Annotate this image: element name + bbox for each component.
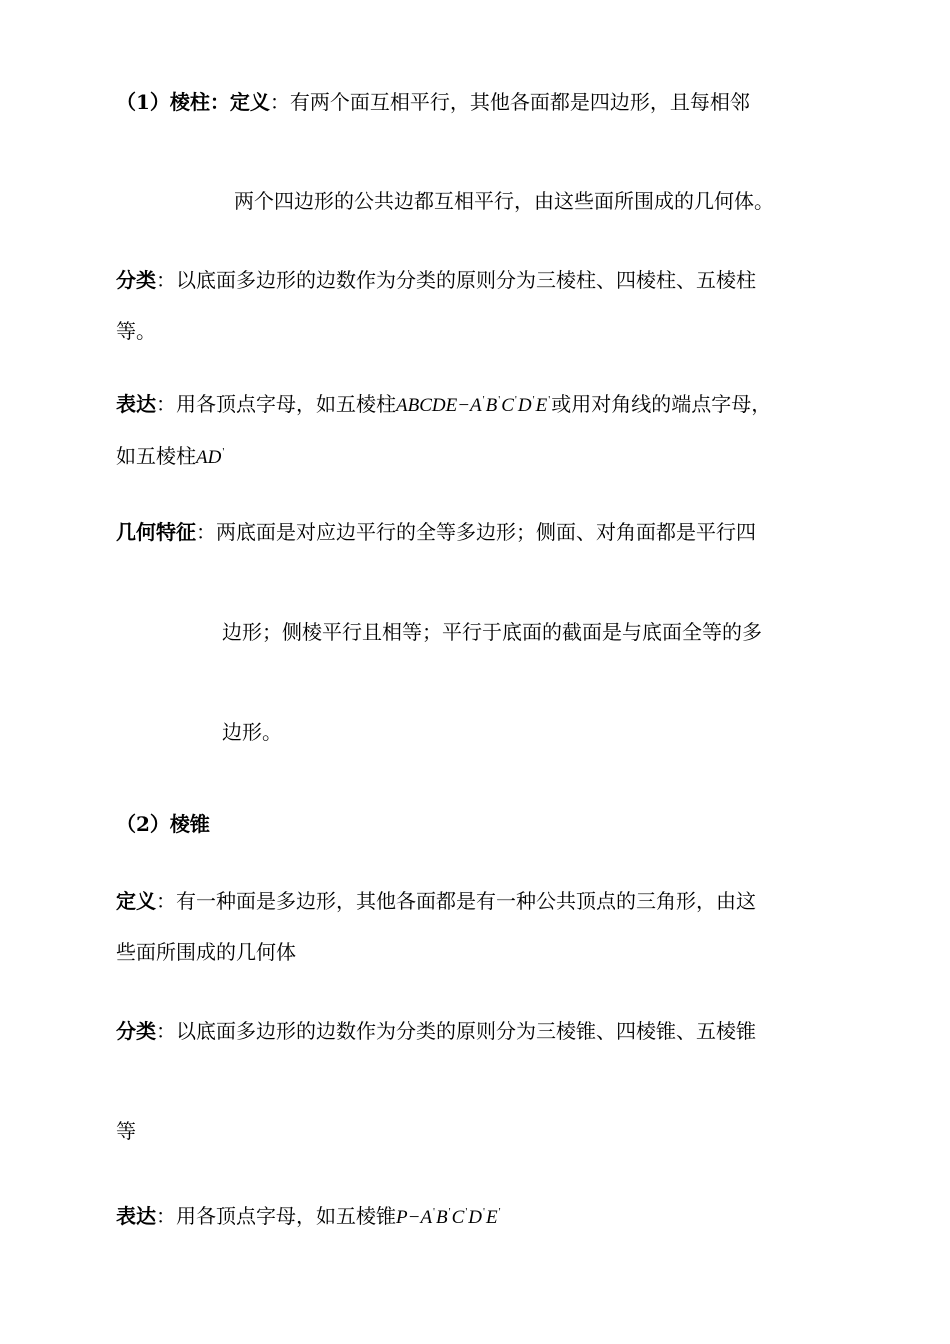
prism-expression-line-2 — [116, 438, 225, 472]
prism-formula — [396, 395, 551, 416]
pyramid-formula-vertex-b: B — [436, 1207, 448, 1228]
pyramid-classification-text-2: 等 — [116, 1119, 136, 1143]
pyramid-definition-line-2 — [116, 938, 296, 966]
prime-mark: ' — [433, 1206, 436, 1218]
prism-expression-line-1 — [116, 386, 771, 420]
prism-features-line-1 — [116, 518, 756, 546]
pyramid-definition-colon: ： — [156, 889, 176, 913]
prime-mark: ' — [483, 1206, 486, 1218]
prism-definition-line-1 — [116, 88, 750, 116]
pyramid-classification-line-2 — [116, 1117, 136, 1145]
pyramid-expression-colon: ： — [156, 1204, 176, 1228]
prime-mark: ' — [498, 1206, 501, 1218]
prism-classification-text-1: 以底面多边形的边数作为分类的原则分为三棱柱、四棱柱、五棱柱 — [176, 268, 756, 292]
pyramid-definition-label: 定义 — [116, 889, 156, 913]
prism-features-line-3 — [222, 718, 282, 746]
prism-expression-text-2: 或用对角线的端点字母， — [551, 392, 772, 416]
prism-features-text-3: 边形。 — [222, 720, 282, 744]
prism-expression-colon: ： — [156, 392, 176, 416]
prism-expression-line2-text: 如五棱柱 — [116, 444, 196, 468]
prism-definition-colon: ： — [269, 90, 290, 114]
pyramid-definition-line-1 — [116, 887, 756, 915]
prism-formula-vertex-e: E — [535, 395, 548, 416]
prism-definition-text-1: 有两个面互相平行，其他各面都是四边形，且每相邻 — [289, 90, 750, 114]
pyramid-formula-vertex-c: C — [451, 1207, 465, 1228]
prism-heading: （1）棱柱： — [116, 90, 230, 114]
pyramid-classification-label: 分类 — [116, 1019, 156, 1043]
prism-classification-text-2: 等。 — [116, 319, 156, 343]
pyramid-expression-label: 表达 — [116, 1204, 156, 1228]
prism-features-label: 几何特征 — [116, 520, 196, 544]
pyramid-formula — [396, 1207, 502, 1228]
prism-formula-vertex-c: C — [501, 395, 514, 416]
prime-mark: ' — [448, 1206, 451, 1218]
prism-features-text-2: 边形；侧棱平行且相等；平行于底面的截面是与底面全等的多 — [222, 620, 762, 644]
prism-diagonal-formula — [196, 447, 225, 468]
pyramid-expression-line-1 — [116, 1198, 502, 1232]
prime-mark: ' — [514, 394, 517, 406]
prism-formula-vertex-d: D — [517, 395, 532, 416]
prime-mark: ' — [498, 394, 501, 406]
prism-expression-label: 表达 — [116, 392, 156, 416]
pyramid-classification-text-1: 以底面多边形的边数作为分类的原则分为三棱锥、四棱锥、五棱锥 — [176, 1019, 756, 1043]
prime-mark: ' — [465, 1206, 468, 1218]
prism-features-text-1: 两底面是对应边平行的全等多边形；侧面、对角面都是平行四 — [216, 520, 756, 544]
prism-formula-vertex-b: B — [485, 395, 498, 416]
pyramid-heading-line — [116, 810, 210, 838]
prism-features-colon: ： — [196, 520, 216, 544]
prism-formula-main: ABCDE− — [396, 395, 471, 416]
prime-mark: ' — [548, 394, 551, 406]
prism-classification-line-1 — [116, 266, 756, 294]
prime-mark: ' — [482, 394, 485, 406]
prism-expression-text-1: 用各顶点字母，如五棱柱 — [176, 392, 396, 416]
pyramid-formula-vertex-e: E — [486, 1207, 498, 1228]
pyramid-classification-colon: ： — [156, 1019, 176, 1043]
prism-formula-vertex-a: A — [470, 395, 482, 416]
prism-classification-label: 分类 — [116, 268, 156, 292]
prime-mark: ' — [532, 394, 535, 406]
prism-definition-text-2: 两个四边形的公共边都互相平行，由这些面所围成的几何体。 — [234, 189, 774, 213]
prism-definition-label: 定义 — [229, 90, 270, 114]
prism-definition-line-2 — [234, 187, 774, 215]
pyramid-expression-text-1: 用各顶点字母，如五棱锥 — [176, 1204, 396, 1228]
pyramid-formula-vertex-a: A — [420, 1207, 433, 1228]
pyramid-definition-text-1: 有一种面是多边形，其他各面都是有一种公共顶点的三角形，由这 — [176, 889, 756, 913]
pyramid-definition-text-2: 些面所围成的几何体 — [116, 940, 296, 964]
pyramid-classification-line-1 — [116, 1017, 756, 1045]
prism-features-line-2 — [222, 618, 762, 646]
pyramid-heading: （2）棱锥 — [116, 812, 210, 836]
pyramid-formula-main: P− — [396, 1207, 421, 1228]
prism-classification-line-2 — [116, 317, 156, 345]
prism-diagonal-main: AD — [196, 447, 222, 468]
prism-classification-colon: ： — [156, 268, 176, 292]
pyramid-formula-vertex-d: D — [468, 1207, 483, 1228]
prime-mark: ' — [222, 446, 225, 458]
